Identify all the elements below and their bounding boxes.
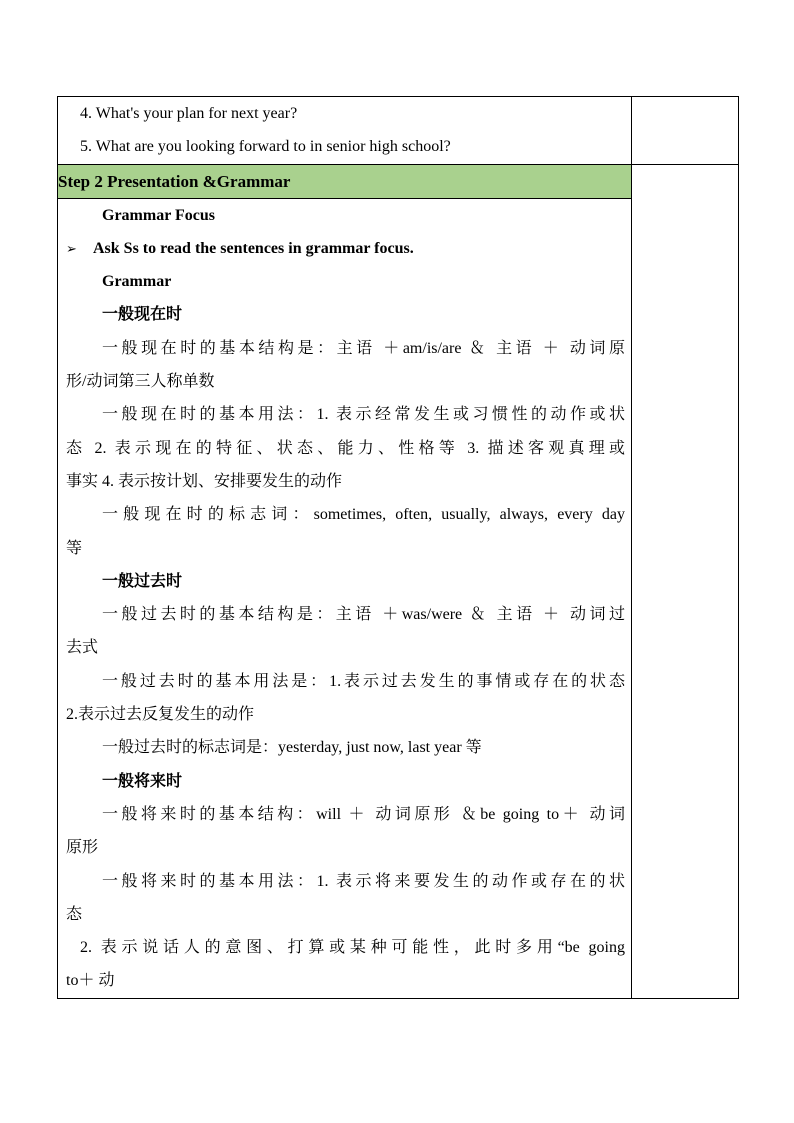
past-signal-line: 一般过去时的标志词是：yesterday, just now, last year 等 [102,739,482,757]
bullet-item [58,232,631,265]
bullet-text: Ask Ss to read the sentences in grammar focus. [93,239,414,257]
step-2-header: Step 2 Presentation &Grammar [58,164,632,198]
arrow-bullet-icon: ➢ [66,240,77,256]
present-structure-line-1: 一般现在时的基本结构是：主语 ＋am/is/are ＆ 主语 ＋ 动词原 [102,339,625,357]
present-usage-line-3: 事实 4. 表示按计划、安排要发生的动作 [66,472,343,490]
questions-cell [58,97,632,165]
past-usage-line-1: 一般过去时的基本用法是：1.表示过去发生的事情或存在的状态 [102,672,625,690]
grammar-focus-title: Grammar Focus [102,206,216,224]
grammar-title: Grammar [102,273,172,291]
notes-cell-main [632,164,739,998]
future-usage2-line-2: to＋ 动 [66,972,115,990]
past-tense-title: 一般过去时 [102,572,183,590]
present-signal-line-2: 等 [66,539,83,557]
present-usage-line-2: 态 2. 表示现在的特征、状态、能力、性格等 3. 描述客观真理或 [66,439,625,457]
step-header-row [58,164,739,198]
future-structure-line-2: 原形 [66,839,99,857]
past-structure-line-2: 去式 [66,639,99,657]
question-5: 5. What are you looking forward to in senior high school? [80,138,451,156]
present-tense-title: 一般现在时 [102,306,183,324]
future-structure-line-1: 一般将来时的基本结构：will ＋ 动词原形 ＆be going to＋ 动词 [102,805,625,823]
past-structure-line-1: 一般过去时的基本结构是：主语 ＋was/were ＆ 主语 ＋ 动词过 [102,606,625,624]
future-usage-line-1: 一般将来时的基本用法：1. 表示将来要发生的动作或存在的状 [102,872,625,890]
future-tense-title: 一般将来时 [102,772,183,790]
present-structure-line-2: 形/动词第三人称单数 [66,373,215,391]
questions-row [58,97,739,165]
question-4: 4. What's your plan for next year? [80,105,298,122]
present-usage-line-1: 一般现在时的基本用法：1. 表示经常发生或习惯性的动作或状 [102,406,625,424]
future-usage-line-2: 态 [66,905,83,923]
notes-cell-top [632,97,739,165]
lesson-plan-table [57,96,739,999]
future-usage2-line-1: 2. 表示说话人的意图、打算或某种可能性，此时多用“be going [80,939,625,957]
past-usage-line-2: 2.表示过去反复发生的动作 [66,706,255,724]
present-signal-line-1: 一般现在时的标志词：sometimes, often, usually, always, every day [102,506,625,524]
grammar-content-cell [58,198,632,998]
